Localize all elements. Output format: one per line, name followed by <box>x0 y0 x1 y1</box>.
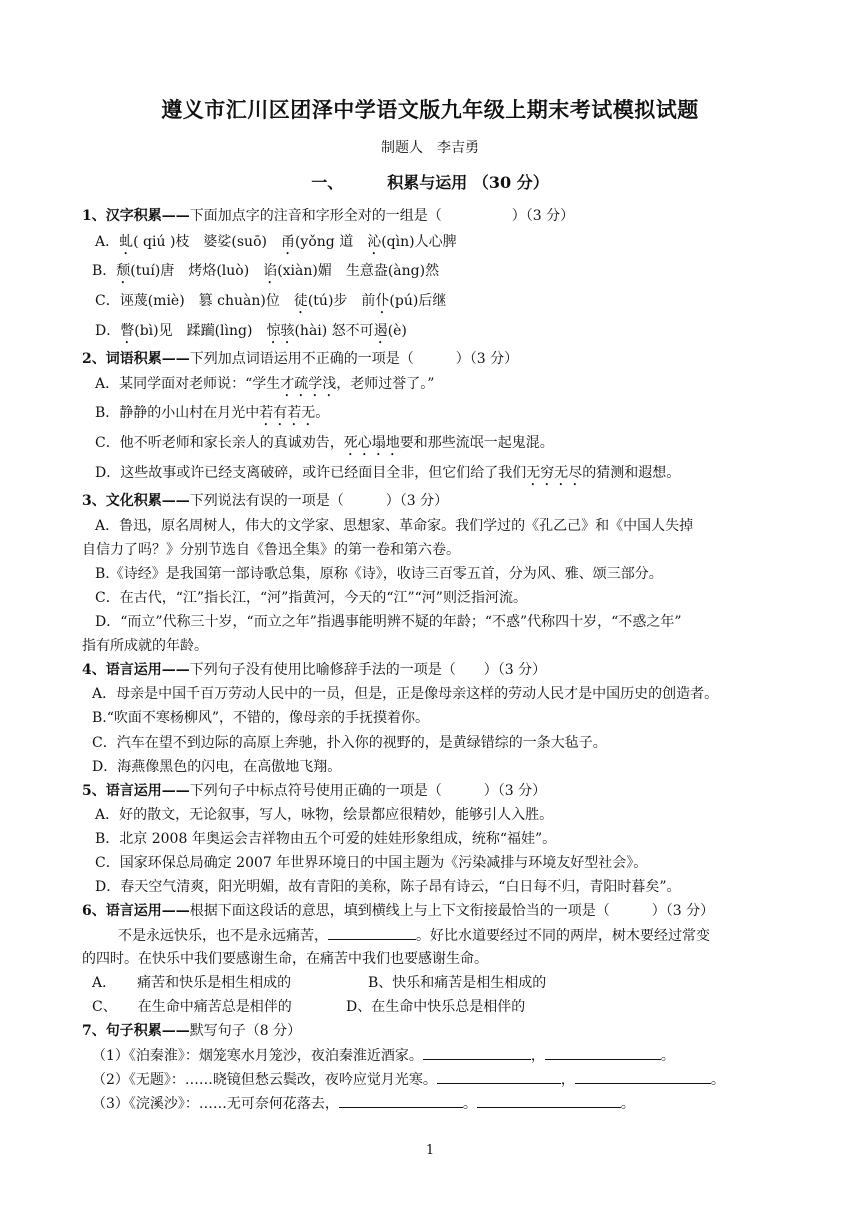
q4-option-a: A．母亲是中国千百万劳动人民中的一员，但是，正是像母亲这样的劳动人民才是中国历史的创造者。 <box>92 686 719 702</box>
q4-stem: 4、语言运用——下列句子没有使用比喻修辞手法的一项是（ ）（3 分） <box>82 662 547 678</box>
q4-option-b: B.“吹面不寒杨柳风”，不错的，像母亲的手抚摸着你。 <box>92 710 430 726</box>
q5-option-b: B．北京 2008 年奥运会吉祥物由五个可爱的娃娃形象组成，统称“福娃”。 <box>95 831 557 847</box>
q6-option-c: C、 在生命中痛苦总是相伴的 <box>92 999 292 1015</box>
q6-stem: 6、语言运用——根据下面这段话的意思，填到横线上与上下文衔接最恰当的一项是（ ）（3 分） <box>82 903 715 919</box>
q3-option-b: B.《诗经》是我国第一部诗歌总集，原称《诗》，收诗三百零五首，分为风、雅、颂三部分。 <box>95 566 663 582</box>
q7-2-blank-1[interactable] <box>437 1069 561 1084</box>
q5-stem: 5、语言运用——下列句子中标点符号使用正确的一项是（ ）（3 分） <box>82 783 547 799</box>
q6-option-a: A． 痛苦和快乐是相生相成的 <box>92 975 292 991</box>
q3-option-a-line1: A．鲁迅，原名周树人，伟大的文学家、思想家、革命家。我们学过的《孔乙己》和《中国人失掉 <box>95 518 694 534</box>
q3-option-d-line1: D．“而立”代称三十岁，“而立之年”指遇事能明辨不疑的年龄；“不惑”代称四十岁，“不惑之年” <box>95 614 682 630</box>
q4-option-c: C．汽车在望不到边际的高原上奔驰，扑入你的视野的，是黄绿错综的一条大毡子。 <box>92 735 607 751</box>
q1-option-c: C．诬蔑(miè) 篡 chuàn)位 徒(tú)步 前仆(pú)后继 <box>95 293 447 309</box>
q2-option-a: A．某同学面对老师说：“学生才疏学浅，老师过誉了。” <box>95 376 435 392</box>
q2-option-d: D．这些故事或许已经支离破碎，或许已经面目全非，但它们给了我们无穷无尽的猜测和遐想。 <box>95 465 681 481</box>
exam-title: 遵义市汇川区团泽中学语文版九年级上期末考试模拟试题 <box>161 97 699 122</box>
q3-option-a-line2: 自信力了吗？》分别节选自《鲁迅全集》的第一卷和第六卷。 <box>82 542 460 558</box>
q4-option-d: D．海燕像黑色的闪电，在高傲地飞翔。 <box>92 759 342 775</box>
q6-option-b: B、快乐和痛苦是相生相成的 <box>368 975 547 991</box>
page-number: 1 <box>425 1143 435 1158</box>
author-line: 制题人 李吉勇 <box>381 140 479 156</box>
q3-stem: 3、文化积累——下列说法有误的一项是（ ）（3 分） <box>82 493 449 509</box>
q1-option-d: D．瞥(bì)见 蹂躏(lìng) 惊骇(hài) 怒不可遏(è) <box>95 323 407 339</box>
section-label: 积累与运用 （30 分） <box>387 173 549 192</box>
q5-option-c: C．国家环保总局确定 2007 年世界环境日的中国主题为《污染减排与环境友好型社会》。 <box>95 855 648 871</box>
q7-1-blank-2[interactable] <box>545 1045 661 1060</box>
q7-3-blank-2[interactable] <box>477 1093 621 1108</box>
section-heading <box>0 170 860 193</box>
q7-2-blank-2[interactable] <box>575 1069 711 1084</box>
section-number: 一、 <box>311 173 344 192</box>
q5-option-d: D．春天空气清爽，阳光明媚，故有青阳的美称，陈子昂有诗云，“白日每不归，青阳时暮矣”。 <box>95 879 681 895</box>
q7-1-blank-1[interactable] <box>423 1045 531 1060</box>
q7-3-blank-1[interactable] <box>339 1093 463 1108</box>
q6-passage-line2: 的四时。在快乐中我们要感谢生命，在痛苦中我们也要感谢生命。 <box>82 951 488 967</box>
q7-stem: 7、句子积累——默写句子（8 分） <box>82 1023 302 1039</box>
q6-option-d: D、在生命中快乐总是相伴的 <box>346 999 526 1015</box>
q2-stem: 2、词语积累——下列加点词语运用不正确的一项是（ ）（3 分） <box>82 351 519 367</box>
q5-option-a: A．好的散文，无论叙事，写人，咏物，绘景都应很精妙，能够引人入胜。 <box>95 807 554 823</box>
q1-option-a: A．虬( qiú )枝 婆娑(suō) 甬(yǒng 道 沁(qìn)人心脾 <box>95 234 457 250</box>
q3-option-c: C．在古代，“江”指长江，“河”指黄河，今天的“江”“河”则泛指河流。 <box>95 590 527 606</box>
q7-sentence-1: （1）《泊秦淮》：烟笼寒水月笼沙，夜泊秦淮近酒家。 ， 。 <box>92 1045 675 1066</box>
q6-passage-line1: 不是永远快乐，也不是永远痛苦， 。好比水道要经过不同的两岸，树木要经过常变 <box>118 925 710 946</box>
q2-option-c: C．他不听老师和家长亲人的真诚劝告，死心塌地要和那些流氓一起鬼混。 <box>95 435 554 451</box>
q1-stem: 1、汉字积累——下面加点字的注音和字形全对的一组是（ ）（3 分） <box>82 208 575 224</box>
q2-option-b: B．静静的小山村在月光中若有若无。 <box>95 405 330 421</box>
q3-option-d-line2: 指有所成就的年龄。 <box>82 638 208 654</box>
q7-sentence-3: （3）《浣溪沙》：……无可奈何花落去， 。 。 <box>92 1093 635 1114</box>
q1-option-b: B．颓(tuí)唐 烤烙(luò) 谄(xiàn)媚 生意盎(àng)然 <box>92 263 440 279</box>
q6-answer-blank[interactable] <box>328 925 416 940</box>
q7-sentence-2: （2）《无题》：……晓镜但愁云鬓改，夜吟应觉月光寒。 ， 。 <box>92 1069 725 1090</box>
